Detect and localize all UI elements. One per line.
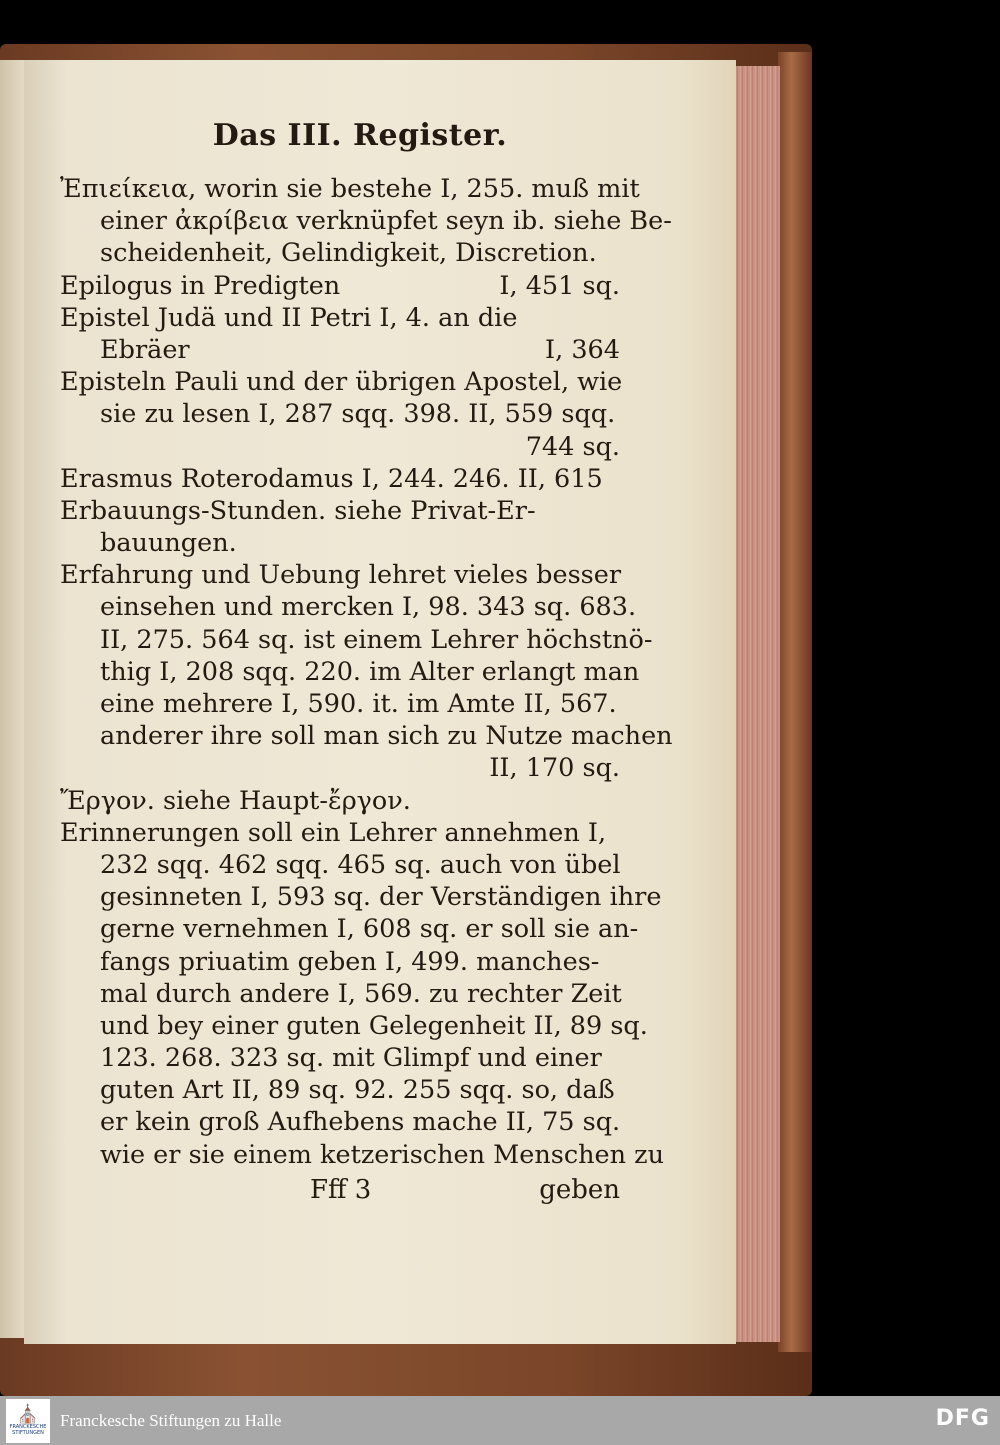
book-binding-edge — [778, 52, 812, 1352]
register-line-text: anderer ihre soll man sich zu Nutze machen — [100, 721, 673, 752]
viewer-footer-bar — [0, 1396, 1000, 1445]
register-line — [60, 1010, 648, 1042]
register-line-text: thig I, 208 sqq. 220. im Alter erlangt man — [100, 656, 640, 687]
dfg-logo[interactable]: DFG — [935, 1406, 990, 1431]
register-line-text: Epistel Judä und II Petri I, 4. an die — [60, 302, 518, 333]
register-line-text: 123. 268. 323 sq. mit Glimpf und einer — [100, 1043, 602, 1074]
register-line — [60, 1139, 665, 1171]
register-line-text: Ἐπιείκεια, worin sie bestehe I, 255. muß mit — [60, 174, 640, 204]
register-line-text: II, 170 sq. — [489, 753, 620, 784]
register-line-text: Erfahrung und Uebung lehret vieles besser — [60, 560, 622, 591]
register-line — [60, 946, 620, 978]
register-line — [60, 978, 620, 1010]
register-line-text: bauungen. — [100, 528, 237, 559]
register-line — [60, 849, 620, 881]
register-line-text: Ebräer — [100, 334, 190, 365]
register-line-text: Erinnerungen soll ein Lehrer annehmen I, — [60, 817, 607, 848]
francke-logo[interactable] — [6, 1399, 50, 1443]
register-line-text: II, 275. 564 sq. ist einem Lehrer höchstnö- — [100, 624, 653, 655]
page-header: Das III. Register. — [212, 118, 508, 153]
register-line-text: einsehen und mercken I, 98. 343 sq. 683. — [100, 592, 637, 623]
register-line — [60, 720, 673, 752]
register-line — [60, 559, 620, 591]
register-line — [60, 624, 653, 656]
register-line — [60, 237, 620, 269]
register-line-reference: I, 364 — [545, 334, 620, 365]
register-line-text: mal durch andere I, 569. zu rechter Zeit — [100, 978, 622, 1009]
register-line — [60, 1106, 620, 1138]
register-line — [60, 656, 640, 688]
institution-name[interactable]: Franckesche Stiftungen zu Halle — [60, 1410, 282, 1430]
register-line — [60, 366, 623, 398]
register-line — [60, 752, 620, 784]
register-line — [60, 913, 639, 945]
register-line-text: guten Art II, 89 sq. 92. 255 sqq. so, daß — [100, 1075, 615, 1106]
register-line — [60, 302, 620, 334]
register-line-text: fangs priuatim geben I, 499. manches- — [100, 946, 600, 977]
register-line — [60, 785, 620, 817]
register-line — [60, 881, 662, 913]
register-line — [60, 1074, 620, 1106]
register-line-text: 744 sq. — [525, 431, 620, 462]
page-footer — [60, 1175, 620, 1205]
register-line-text: er kein groß Aufhebens mache II, 75 sq. — [100, 1107, 621, 1138]
register-line — [60, 591, 637, 623]
register-line — [60, 1042, 620, 1074]
register-line — [60, 817, 620, 849]
register-line-text: gerne vernehmen I, 608 sq. er soll sie an- — [100, 914, 639, 945]
register-line — [60, 463, 620, 495]
page-content — [60, 118, 673, 1205]
register-line-text: sie zu lesen I, 287 sqq. 398. II, 559 sqq. — [100, 399, 616, 430]
logo-text: FRANCKESCHE STIFTUNGEN — [9, 1423, 47, 1436]
register-line — [60, 334, 620, 366]
register-line-text: Erasmus Roterodamus I, 244. 246. II, 615 — [60, 463, 603, 494]
register-line — [60, 205, 672, 237]
register-line-text: Erbauungs-Stunden. siehe Privat-Er- — [60, 495, 536, 526]
register-line-text: eine mehrere I, 590. it. im Amte II, 567. — [100, 689, 617, 719]
register-line-reference: I, 451 sq. — [499, 270, 620, 301]
catchword: geben — [539, 1174, 620, 1205]
register-line — [60, 270, 620, 302]
register-line — [60, 495, 620, 527]
register-line-text: einer ἀκρίβεια verknüpfet seyn ib. siehe Be- — [100, 206, 672, 237]
register-line-text: scheidenheit, Gelindigkeit, Discretion. — [100, 238, 597, 269]
register-line-text: Epilogus in Predigten — [60, 270, 341, 301]
register-line-text: Episteln Pauli und der übrigen Apostel, wie — [60, 367, 623, 398]
register-line-text: Ἔργον. siehe Haupt-ἔργον. — [60, 785, 411, 816]
francke-emblem-icon: ⛪ — [16, 1403, 40, 1425]
register-line — [60, 398, 620, 430]
register-entries — [60, 173, 673, 1171]
register-line-text: wie er sie einem ketzerischen Menschen zu — [100, 1139, 665, 1170]
left-page-edge — [0, 60, 26, 1338]
register-line — [60, 173, 640, 205]
register-line-text: 232 sqq. 462 sqq. 465 sq. auch von übel — [100, 849, 621, 880]
register-line-text: gesinneten I, 593 sq. der Verständigen ihre — [100, 882, 662, 913]
register-line — [60, 527, 620, 559]
signature-mark: Fff 3 — [310, 1174, 372, 1205]
register-line — [60, 688, 620, 720]
register-line — [60, 431, 620, 463]
register-line-text: und bey einer guten Gelegenheit II, 89 sq. — [100, 1010, 648, 1041]
